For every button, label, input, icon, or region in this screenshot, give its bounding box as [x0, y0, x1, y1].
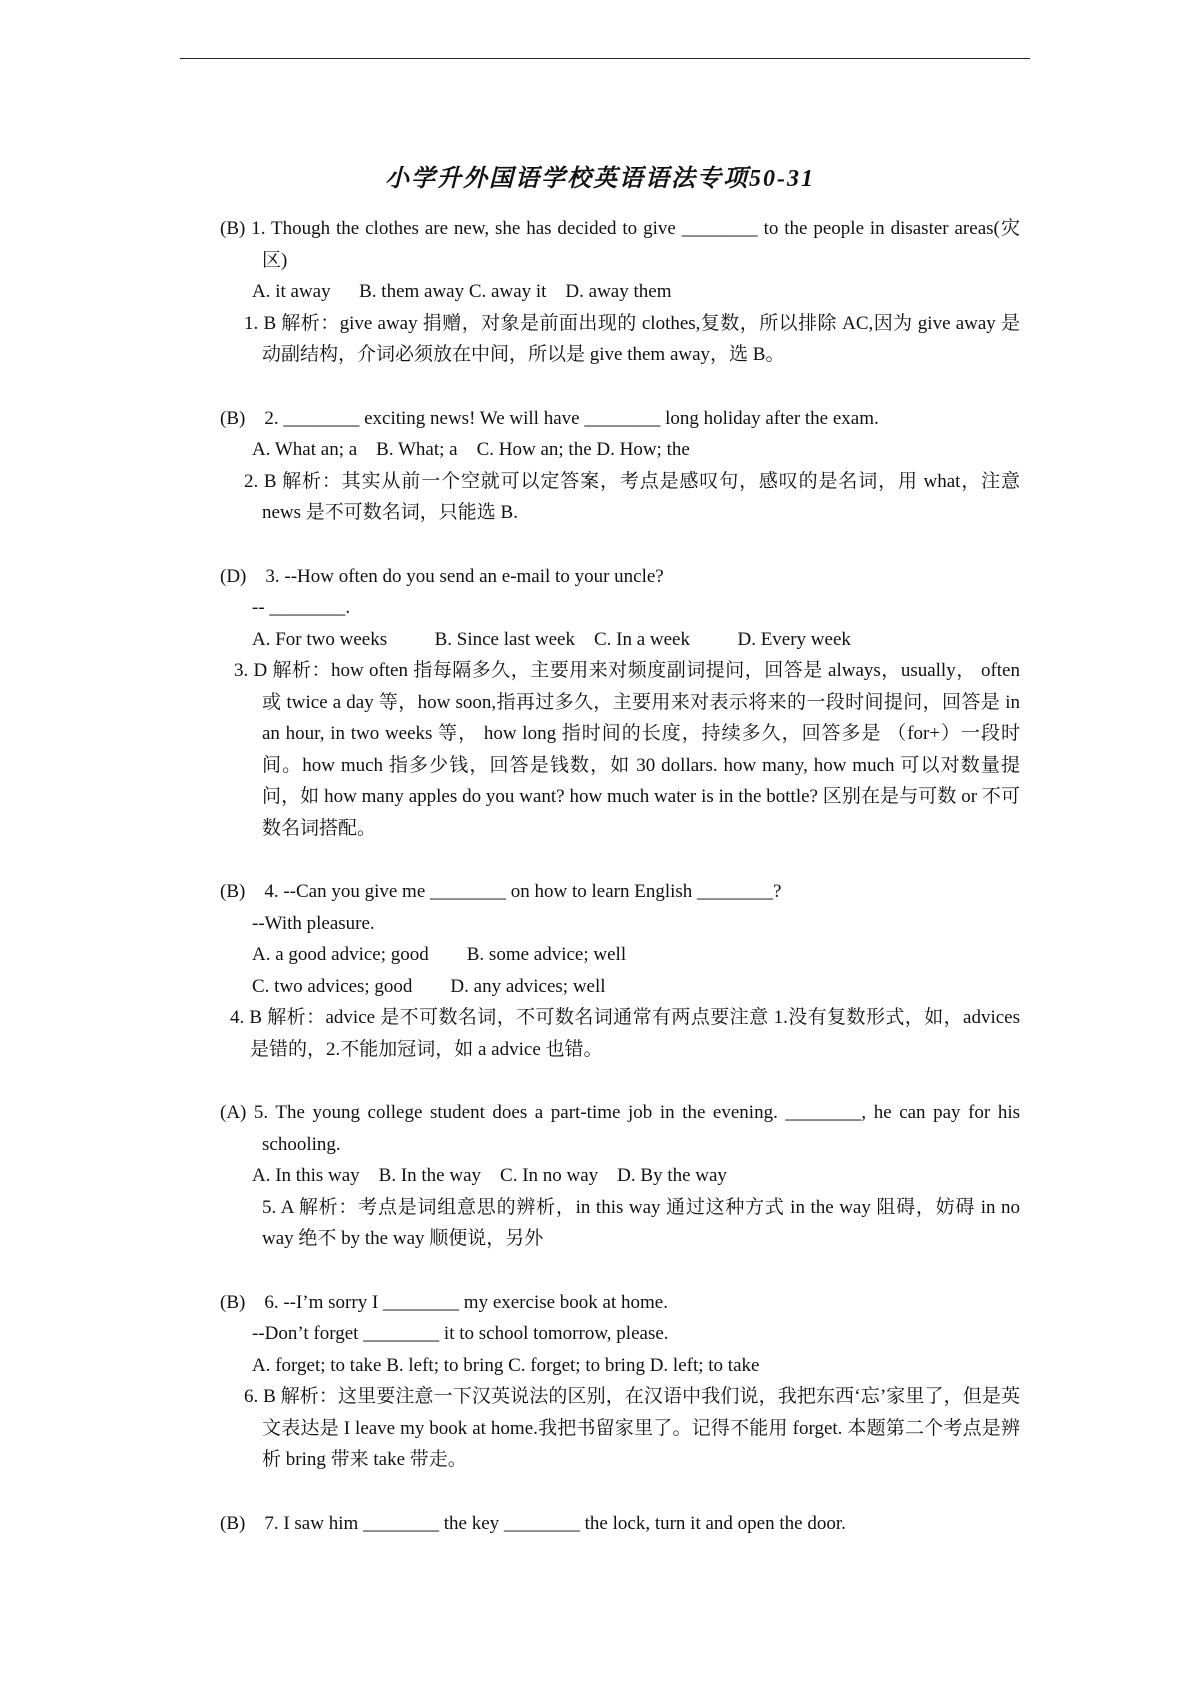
question-4 [220, 876, 1020, 1065]
question-stem: (B) 7. I saw him ________ the key ________ the lock, turn it and open the door. [220, 1512, 846, 1534]
question-explanation: 6. B 解析：这里要注意一下汉英说法的区别，在汉语中我们说，我把东西‘忘’家里了，但是英文表达是 I leave my book at home.我把书留家里了。记得不能用 forget. 本题第二个考点是辨析 bring 带来 take 带走。 [244, 1386, 1020, 1470]
question-explanation: 1. B 解析：give away 捐赠，对象是前面出现的 clothes,复数，所以排除 AC,因为 give away 是动副结构，介词必须放在中间，所以是 give them away，选 B。 [244, 312, 1020, 365]
question-6 [220, 1287, 1020, 1476]
question-options: A. a good advice; good B. some advice; well [252, 944, 627, 965]
question-stem: (B) 6. --I’m sorry I ________ my exercise book at home. [220, 1291, 668, 1313]
question-explanation: 4. B 解析：advice 是不可数名词，不可数名词通常有两点要注意 1.没有复数形式，如，advices 是错的，2.不能加冠词，如 a advice 也错。 [230, 1007, 1020, 1060]
question-2 [220, 403, 1020, 529]
question-reply: --With pleasure. [252, 912, 375, 934]
question-options: A. In this way B. In the way C. In no way D. By the way [252, 1165, 727, 1186]
header-rule [180, 58, 1030, 59]
question-1 [220, 213, 1020, 371]
page-title: 小学升外国语学校英语语法专项50-31 [385, 166, 815, 192]
question-5 [220, 1097, 1020, 1255]
question-list [220, 213, 1020, 1539]
question-stem: (A) 5. The young college student does a part-time job in the evening. ________, he can pay for his schooling. [220, 1102, 1020, 1155]
question-stem: (B) 2. ________ exciting news! We will have ________ long holiday after the exam. [220, 407, 879, 429]
question-explanation: 3. D 解析：how often 指每隔多久，主要用来对频度副词提问，回答是 always，usually， often 或 twice a day 等，how soon,指再过多久，主要用来对表示将来的一段时间提问，回答是 in an hour, in two weeks 等， how long 指时间的长度，持续多久，回答多是 （for+）一段时间。how much 指多少钱，回答是钱数，如 30 dollars. how many, how much 可以对数量提问，如 how many apples do you want? how much water is in the bottle? 区别在是与可数 or 不可数名词搭配。 [234, 660, 1020, 839]
question-7 [220, 1508, 1020, 1540]
question-reply: --Don’t forget ________ it to school tomorrow, please. [252, 1323, 669, 1344]
question-options: A. For two weeks B. Since last week C. In a week D. Every week [252, 628, 851, 650]
question-options: A. forget; to take B. left; to bring C. forget; to bring D. left; to take [252, 1354, 760, 1376]
question-explanation: 5. A 解析：考点是词组意思的辨析，in this way 通过这种方式 in the way 阻碍，妨碍 in no way 绝不 by the way 顺便说，另外 [262, 1196, 1020, 1249]
question-options: A. What an; a B. What; a C. How an; the D. How; the [252, 439, 690, 460]
question-explanation: 2. B 解析：其实从前一个空就可以定答案，考点是感叹句，感叹的是名词，用 what，注意 news 是不可数名词，只能选 B. [244, 470, 1020, 523]
question-3 [220, 561, 1020, 845]
question-stem: (D) 3. --How often do you send an e-mail to your uncle? [220, 565, 664, 587]
question-stem: (B) 4. --Can you give me ________ on how to learn English ________? [220, 881, 782, 902]
question-stem: (B) 1. Though the clothes are new, she has decided to give ________ to the people in disaster areas(灾区) [220, 218, 1020, 271]
question-reply: -- ________. [252, 597, 351, 618]
question-options: C. two advices; good D. any advices; well [252, 975, 606, 997]
question-options: A. it away B. them away C. away it D. away them [252, 281, 672, 302]
